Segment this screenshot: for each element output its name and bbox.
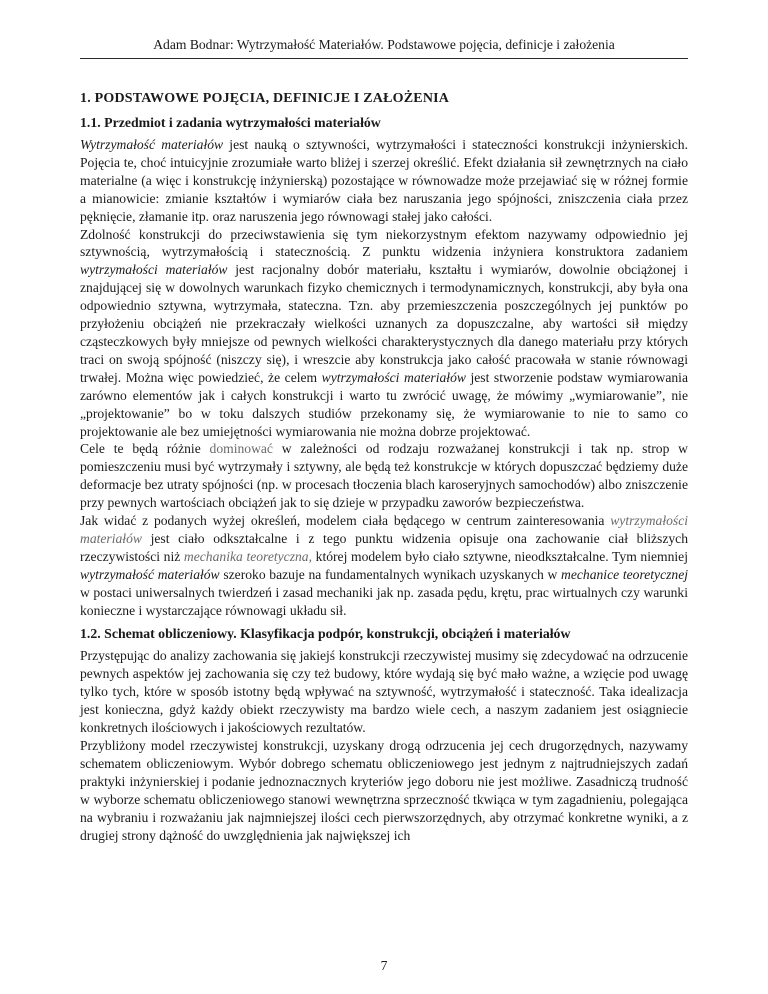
paragraph-1-2-a: Przystępując do analizy zachowania się jakiejś konstrukcji rzeczywistej musimy się zdecydować na odrzucenie pewnych aspektów jej zachowania się czy też budowy, które wydają się być mało ważne, a wzięcie pod uwagę tylko tych, które w sposób istotny będą wpływać na sztywność, wytrzymałość i stateczność. Taka idealizacja jest konieczna, gdyż każdy obiekt rzeczywisty ma bardzo wiele cech, a naszym zadaniem jest osiągniecie konkretnych ilościowych i jakościowych rezultatów. xyxy=(80,648,688,736)
page-number: 7 xyxy=(380,958,388,973)
section-title-1-2: 1.2. Schemat obliczeniowy. Klasyfikacja podpór, konstrukcji, obciążeń i materiałów xyxy=(80,626,571,642)
term-italic-gray: mechanika teoretyczna, xyxy=(183,548,312,564)
term-italic: wytrzymałości materiałów xyxy=(321,369,466,385)
header-rule xyxy=(80,58,688,59)
paragraph-1-1-c: Cele te będą różnie dominować w zależności od rodzaju rozważanej konstrukcji i tak np. strop w pomieszczeniu musi być wytrzymały i sztywny, ale będą też konstrukcje w których dopuszczać będziemy duże deformacje bez utraty spójności (np. w procesach tłoczenia blach karoseryjnych samochodów) albo zniszczenie przy pewnych wartościach obciążeń jak to się dzieje w przypadku zaworów bezpieczeństwa. xyxy=(80,441,688,511)
section-title-1-1: 1.1. Przedmiot i zadania wytrzymałości materiałów xyxy=(80,115,381,130)
paragraph-1-2-b: Przybliżony model rzeczywistej konstrukcji, uzyskany drogą odrzucenia jej cech drugorzędnych, nazywamy schematem obliczeniowym. Wybór dobrego schematu obliczeniowego jest jednym z najtrudniejszych zadań praktyki inżynierskiej i podanie jednoznacznych kryteriów jego doboru nie jest możliwe. Zasadniczą trudność w wyborze schematu obliczeniowego stanowi wewnętrzna sprzeczność tkwiąca w tym zagadnieniu, polegająca na wybraniu i rozważaniu jak najmniejszej ilości cech pierwszorzędnych, aby otrzymać konkretne wyniki, a z drugiej strony dążność do uwzględnienia jak największej ich xyxy=(80,738,688,843)
paragraph-1-1-d: Jak widać z podanych wyżej określeń, modelem ciała będącego w centrum zainteresowania wytrzymałości materiałów jest ciało odkształcalne i z tego punktu widzenia opisuje ona zachowanie ciał bliższych rzeczywistości niż mechanika teoretyczna, której modelem było ciało sztywne, nieodkształcalne. Tym niemniej wytrzymałość materiałów szeroko bazuje na fundamentalnych wynikach uzyskanych w mechanice teoretycznej w postaci uniwersalnych twierdzeń i zasad mechaniki jak np. zasada pędu, krętu, prac wirtualnych czy warunki konieczne i wystarczające równowagi układu sił. xyxy=(80,513,689,618)
term-italic: Wytrzymałość materiałów xyxy=(80,137,224,152)
paragraph-1-1-a: Wytrzymałość materiałów jest nauką o sztywności, wytrzymałości i stateczności konstrukcji inżynierskich. Pojęcia te, choć intuicyjnie zrozumiałe warto bliżej i szerzej określić. Efekt działania sił zewnętrznych na ciało materialne (a więc i konstrukcję inżynierską) pozostające w równowadze może przejawiać się w różnej formie a mianowicie: zmianie kształtów i wymiarów ciała bez naruszania jego spójności, zniszczenia ciała przez pęknięcie, złamanie itp. oraz naruszenia jego równowagi stałej jako całości. xyxy=(80,137,688,224)
chapter-title: 1. PODSTAWOWE POJĘCIA, DEFINICJE I ZAŁOŻENIA xyxy=(80,91,450,106)
highlighted-word: dominować xyxy=(209,441,273,457)
running-header: Adam Bodnar: Wytrzymałość Materiałów. Podstawowe pojęcia, definicje i założenia xyxy=(153,37,615,52)
term-italic-gray: wytrzymałości materiałów xyxy=(80,513,688,546)
term-italic: mechanice teoretycznej xyxy=(561,566,689,582)
paragraph-1-1-b: Zdolność konstrukcji do przeciwstawienia się tym niekorzystnym efektom nazywamy odpowiednio jej sztywnością, wytrzymałością i statecznością. Z punktu widzenia inżyniera konstruktora zadaniem wytrzymałości materiałów jest racjonalny dobór materiału, kształtu i wymiarów, dowolnie obciążonej i znajdującej się w dowolnych warunkach fizyko chemicznych i termodynamicznych, konstrukcji, aby była ona odpowiednio sztywna, wytrzymała, stateczna. Tzn. aby przemieszczenia poszczególnych jej punktów po przyłożeniu obciążeń nie przekraczały wielkości uznanych za dopuszczalne, aby wartości sił między cząsteczkowych były mniejsze od pewnych wielkości charakterystycznych dla danego materiału przy których traci on swoją spójność (niszczy się), i wreszcie aby konstrukcja jako całość pracowała w stanie równowagi trwałej. Można więc powiedzieć, że celem wytrzymałości materiałów jest stworzenie podstaw wymiarowania zarówno elementów jak i całych konstrukcji i warto tu zwrócić uwagę, że mówimy „wymiarowanie”, nie „projektowanie” bo w toku dalszych studiów przekonamy się, że wymiarowanie to nie to samo co projektowanie ale bez umiejętności wymiarowania nie można dobrze projektować. xyxy=(80,226,688,439)
term-italic: wytrzymałości materiałów xyxy=(80,262,228,278)
term-italic: wytrzymałość materiałów xyxy=(80,566,220,582)
page-content xyxy=(80,90,688,844)
